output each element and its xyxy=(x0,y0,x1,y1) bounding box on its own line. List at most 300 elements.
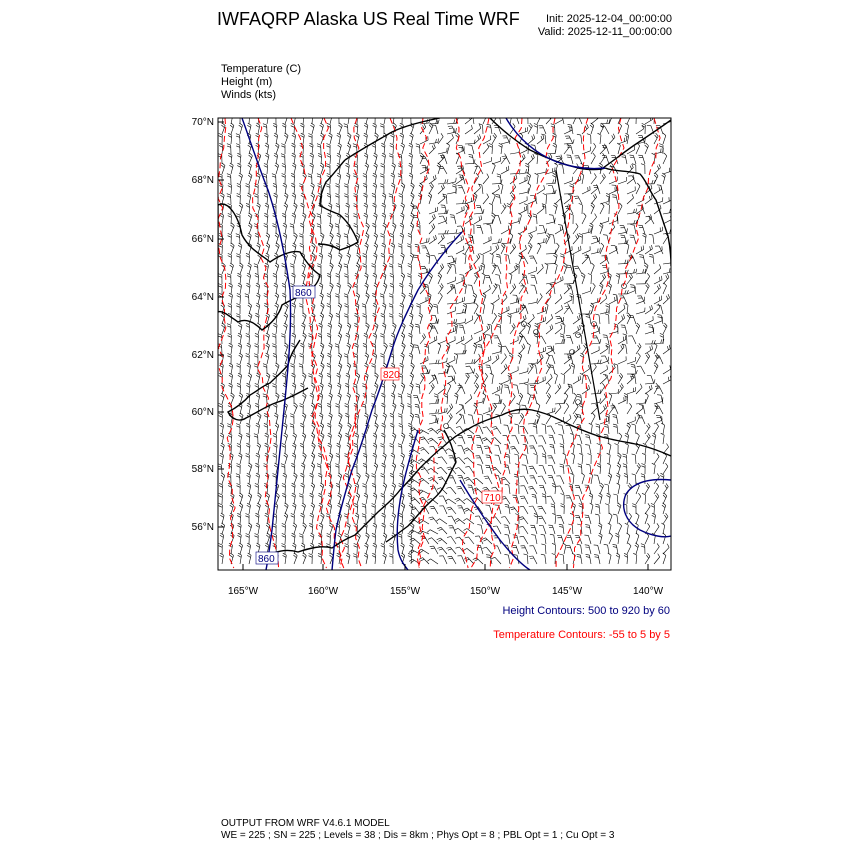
wind-barb-feather xyxy=(257,415,260,418)
wind-barb-feather xyxy=(623,337,624,341)
wind-barb-feather xyxy=(382,465,386,467)
wind-barb xyxy=(546,318,553,324)
wind-barb-feather xyxy=(409,333,413,335)
wind-barb-feather xyxy=(509,355,512,358)
wind-barb-feather xyxy=(670,209,671,213)
wind-barb-feather xyxy=(561,325,562,329)
wind-barb-feather xyxy=(231,123,234,126)
wind-barb xyxy=(294,465,295,474)
wind-barb xyxy=(330,445,331,454)
wind-barb-feather xyxy=(353,146,357,147)
wind-barb xyxy=(429,413,438,414)
wind-barb-feather xyxy=(320,435,323,438)
wind-barb xyxy=(240,445,241,454)
wind-barb-feather xyxy=(419,315,422,317)
wind-barb xyxy=(483,147,489,154)
wind-barb-feather xyxy=(373,355,376,357)
wind-barb-feather xyxy=(265,355,268,357)
wind-barb xyxy=(501,385,502,394)
wind-barb-feather xyxy=(347,325,350,328)
wind-barb-feather xyxy=(414,345,418,346)
wind-barb-feather xyxy=(440,168,444,169)
wind-barb xyxy=(633,256,637,264)
wind-barb-feather xyxy=(636,325,639,328)
wind-barb-feather xyxy=(311,185,314,187)
wind-barb-feather xyxy=(328,353,332,355)
wind-barb-feather xyxy=(317,264,321,265)
wind-barb xyxy=(384,115,386,124)
wind-barb-feather xyxy=(439,273,442,276)
wind-barb xyxy=(578,116,582,124)
wind-barb xyxy=(564,288,571,294)
wind-barb xyxy=(591,331,599,334)
wind-barb xyxy=(419,325,420,334)
wind-barb-feather xyxy=(365,355,368,357)
wind-barb-feather xyxy=(602,383,604,386)
wind-barb-feather xyxy=(220,425,224,427)
wind-barb-feather xyxy=(498,355,499,359)
wind-barb-feather xyxy=(603,375,607,376)
wind-barb-feather xyxy=(239,433,242,435)
wind-barb xyxy=(348,335,350,344)
wind-barb-feather xyxy=(647,273,650,276)
wind-barb-feather xyxy=(303,453,306,456)
wind-barb xyxy=(402,305,404,314)
wind-barb-feather xyxy=(363,346,367,348)
wind-barb xyxy=(506,156,510,164)
wind-barb-feather xyxy=(657,395,661,396)
wind-barb-feather xyxy=(510,233,513,236)
wind-barb-feather xyxy=(419,313,422,315)
wind-barb-feather xyxy=(373,175,377,177)
wind-barb-feather xyxy=(435,175,436,179)
wind-barb-feather xyxy=(590,125,593,128)
wind-barb-feather xyxy=(595,314,599,315)
wind-barb-feather xyxy=(335,464,339,465)
wind-barb-feather xyxy=(383,453,386,455)
wind-barb xyxy=(384,465,385,474)
wind-barb-feather xyxy=(448,376,452,377)
wind-barb-feather xyxy=(382,155,385,157)
wind-barb-feather xyxy=(534,336,538,338)
wind-barb xyxy=(474,276,478,284)
wind-barb-feather xyxy=(508,166,509,170)
wind-barb-feather xyxy=(283,475,286,477)
wind-barb-feather xyxy=(219,226,223,228)
wind-barb-feather xyxy=(576,235,578,239)
wind-barb xyxy=(459,457,465,464)
wind-barb-feather xyxy=(409,163,413,165)
wind-barb-feather xyxy=(372,196,376,198)
wind-barb xyxy=(501,357,507,364)
wind-barb-feather xyxy=(339,353,342,356)
wind-barb-feather xyxy=(433,304,437,305)
wind-barb-feather xyxy=(294,405,297,408)
wind-barb-feather xyxy=(553,179,554,183)
wind-barb xyxy=(600,312,609,314)
wind-barb-feather xyxy=(390,146,394,148)
wind-barb-feather xyxy=(401,385,404,388)
wind-barb xyxy=(510,115,512,124)
wind-barb xyxy=(555,120,563,124)
wind-barb-feather xyxy=(398,394,402,395)
wind-barb xyxy=(366,215,368,224)
wind-barb-feather xyxy=(353,216,357,218)
wind-barb-feather xyxy=(308,376,312,378)
wind-barb xyxy=(438,287,443,294)
wind-barb-feather xyxy=(265,205,268,207)
wind-barb-feather xyxy=(436,139,437,143)
wind-barb-feather xyxy=(492,193,495,196)
wind-barb-feather xyxy=(390,423,394,425)
wind-barb xyxy=(642,155,645,164)
wind-barb xyxy=(483,360,491,364)
wind-barb-feather xyxy=(303,413,306,416)
wind-barb-feather xyxy=(348,143,351,146)
wind-barb-feather xyxy=(300,246,304,248)
wind-barb-feather xyxy=(239,353,242,355)
wind-barb-feather xyxy=(436,360,437,364)
wind-barb-feather xyxy=(505,294,507,298)
wind-barb-feather xyxy=(400,365,404,367)
wind-barb xyxy=(339,285,340,294)
wind-barb-feather xyxy=(468,235,472,236)
wind-barb-feather xyxy=(560,444,564,445)
wind-barb-feather xyxy=(239,205,242,208)
wind-barb-feather xyxy=(281,336,285,338)
wind-barb xyxy=(384,435,385,444)
wind-barb-feather xyxy=(265,443,269,445)
wind-barb-feather xyxy=(327,296,331,298)
wind-barb xyxy=(564,406,569,414)
wind-barb xyxy=(519,229,527,234)
wind-barb-feather xyxy=(246,326,250,328)
wind-barb xyxy=(429,387,434,394)
wind-barb-feather xyxy=(336,456,340,458)
wind-barb xyxy=(303,225,304,234)
wind-barb xyxy=(303,475,304,484)
wind-barb xyxy=(528,367,533,374)
wind-barb xyxy=(419,405,420,414)
wind-barb-feather xyxy=(415,244,419,245)
wind-barb xyxy=(384,215,386,224)
wind-barb xyxy=(366,195,367,204)
wind-barb-feather xyxy=(625,260,626,264)
wind-barb xyxy=(551,346,555,354)
wind-barb xyxy=(357,315,358,324)
wind-barb-feather xyxy=(337,285,341,287)
wind-barb-feather xyxy=(393,323,396,326)
wind-barb-feather xyxy=(445,369,446,373)
wind-barb-feather xyxy=(249,373,252,376)
wind-barb xyxy=(582,257,588,264)
wind-barb-feather xyxy=(520,333,523,336)
wind-barb xyxy=(600,361,608,364)
wind-barb xyxy=(499,395,501,404)
wind-barb-feather xyxy=(603,235,607,236)
wind-barb xyxy=(528,302,537,304)
wind-barb-feather xyxy=(321,343,324,346)
wind-barb xyxy=(519,372,528,374)
wind-barb-feather xyxy=(221,443,224,445)
wind-barb-feather xyxy=(281,146,285,148)
wind-barb-feather xyxy=(398,446,402,447)
wind-barb-feather xyxy=(421,375,424,378)
wind-barb xyxy=(609,393,618,394)
wind-barb-feather xyxy=(380,184,384,185)
wind-barb-feather xyxy=(247,405,250,407)
wind-barb-feather xyxy=(380,356,384,358)
wind-barb-feather xyxy=(421,449,425,451)
wind-barb-feather xyxy=(411,363,414,366)
wind-barb-feather xyxy=(302,435,305,438)
wind-barb xyxy=(481,445,484,454)
wind-barb-feather xyxy=(228,336,232,338)
wind-barb-feather xyxy=(625,290,626,294)
wind-barb xyxy=(285,415,287,424)
wind-barb-feather xyxy=(256,395,259,397)
wind-barb xyxy=(357,425,358,434)
wind-barb xyxy=(528,246,532,254)
wind-barb xyxy=(537,172,546,174)
wind-barb-feather xyxy=(649,256,653,257)
wind-barb xyxy=(249,255,250,264)
wind-barb-feather xyxy=(247,383,251,385)
wind-barb xyxy=(357,125,358,134)
wind-barb xyxy=(654,136,658,144)
wind-barb-feather xyxy=(381,446,385,448)
wind-barb xyxy=(616,415,618,424)
wind-barb-feather xyxy=(514,244,516,247)
wind-barb-feather xyxy=(598,390,599,394)
wind-barb-feather xyxy=(429,440,433,442)
wind-barb-feather xyxy=(577,444,581,445)
wind-barb xyxy=(454,285,456,294)
wind-barb xyxy=(654,201,663,204)
wind-barb-feather xyxy=(574,415,576,418)
wind-barb-feather xyxy=(365,113,368,115)
wind-barb xyxy=(663,335,664,344)
wind-barb-feather xyxy=(574,393,577,396)
wind-barb-feather xyxy=(299,184,303,185)
wind-barb xyxy=(501,170,509,174)
wind-barb-feather xyxy=(542,264,544,268)
wind-barb-feather xyxy=(256,455,259,457)
wind-barb-feather xyxy=(364,333,368,335)
wind-barb xyxy=(267,225,268,234)
wind-barb-feather xyxy=(529,466,533,467)
wind-barb-feather xyxy=(374,245,377,247)
wind-barb-feather xyxy=(450,285,454,286)
wind-barb-feather xyxy=(399,285,403,287)
wind-barb xyxy=(546,366,551,374)
wind-barb-feather xyxy=(578,377,579,381)
wind-barb-feather xyxy=(515,266,516,270)
wind-barb-feather xyxy=(291,366,295,368)
wind-barb-feather xyxy=(346,115,350,117)
wind-barb-feather xyxy=(329,133,332,135)
wind-barb-feather xyxy=(520,426,524,427)
wind-barb-feather xyxy=(553,205,556,207)
wind-barb xyxy=(339,135,341,144)
wind-barb-feather xyxy=(530,233,533,236)
wind-barb-feather xyxy=(318,336,322,338)
wind-barb-feather xyxy=(659,264,660,268)
wind-barb xyxy=(573,255,574,264)
wind-barb-feather xyxy=(604,406,606,410)
wind-barb-feather xyxy=(265,435,268,437)
wind-barb-feather xyxy=(320,125,323,127)
wind-barb-feather xyxy=(292,385,295,387)
wind-barb-feather xyxy=(389,254,393,255)
wind-barb-feather xyxy=(610,166,614,167)
wind-barb-feather xyxy=(410,385,413,387)
wind-barb-feather xyxy=(327,366,331,368)
wind-barb-feather xyxy=(391,395,394,397)
wind-barb-feather xyxy=(629,403,631,406)
wind-barb-feather xyxy=(577,396,581,397)
wind-barb-feather xyxy=(317,464,321,465)
wind-barb xyxy=(366,335,368,344)
wind-barb-feather xyxy=(248,163,251,165)
wind-barb-feather xyxy=(239,175,242,177)
wind-barb-feather xyxy=(463,305,466,307)
wind-barb xyxy=(431,438,438,444)
wind-barb xyxy=(654,346,657,355)
wind-barb-feather xyxy=(221,325,224,328)
wind-barb-feather xyxy=(248,175,251,178)
wind-barb xyxy=(483,223,492,224)
wind-barb-feather xyxy=(409,145,412,147)
wind-barb xyxy=(573,237,579,244)
wind-barb-feather xyxy=(346,113,350,115)
wind-barb-feather xyxy=(254,356,258,357)
wind-barb-feather xyxy=(320,115,323,117)
wind-barb-feather xyxy=(399,316,403,318)
wind-barb-feather xyxy=(599,165,602,167)
wind-barb xyxy=(463,405,465,414)
wind-barb-feather xyxy=(330,263,333,266)
wind-barb-feather xyxy=(531,145,535,146)
wind-barb-feather xyxy=(363,176,367,178)
wind-barb-feather xyxy=(311,465,314,468)
wind-barb xyxy=(454,215,456,224)
wind-barb-feather xyxy=(220,115,223,117)
wind-barb xyxy=(474,219,482,224)
wind-barb-feather xyxy=(339,473,342,476)
wind-barb-feather xyxy=(410,345,413,348)
wind-barb-feather xyxy=(459,415,463,416)
wind-barb-feather xyxy=(434,214,436,218)
wind-barb xyxy=(249,325,250,334)
wind-barb-feather xyxy=(670,268,671,272)
wind-barb-feather xyxy=(650,117,651,121)
wind-barb xyxy=(303,115,304,124)
wind-barb-feather xyxy=(647,283,650,286)
wind-barb-feather xyxy=(319,255,322,257)
wind-barb xyxy=(591,416,595,424)
wind-barb xyxy=(546,416,551,424)
wind-barb-feather xyxy=(236,256,240,257)
wind-barb-feather xyxy=(412,429,416,431)
wind-barb-feather xyxy=(411,185,414,188)
wind-barb xyxy=(537,125,538,134)
wind-barb-feather xyxy=(410,463,413,465)
wind-barb-feather xyxy=(579,345,580,349)
wind-barb-feather xyxy=(283,185,286,187)
wind-barb xyxy=(542,336,546,344)
wind-barb-feather xyxy=(291,466,295,468)
wind-barb-feather xyxy=(274,193,278,195)
wind-barb xyxy=(285,375,286,384)
wind-barb-feather xyxy=(255,386,259,388)
wind-barb-feather xyxy=(411,183,414,186)
wind-barb-feather xyxy=(464,458,468,460)
wind-barb-feather xyxy=(227,144,231,145)
wind-barb-feather xyxy=(551,314,553,318)
wind-barb xyxy=(483,328,490,334)
wind-barb xyxy=(591,188,598,194)
wind-barb xyxy=(578,196,582,204)
wind-barb xyxy=(294,305,296,314)
wind-barb-feather xyxy=(400,363,404,365)
wind-barb-feather xyxy=(291,126,295,128)
wind-barb xyxy=(312,165,313,174)
wind-barb-feather xyxy=(292,273,296,275)
wind-barb-feather xyxy=(508,115,511,117)
wind-barb-feather xyxy=(255,336,259,338)
wind-barb-feather xyxy=(434,144,436,148)
wind-barb-feather xyxy=(645,263,648,266)
wind-barb-feather xyxy=(313,243,316,246)
wind-barb-feather xyxy=(484,113,487,116)
wind-barb-feather xyxy=(652,115,653,119)
wind-barb-feather xyxy=(339,303,342,306)
wind-barb-feather xyxy=(495,395,499,396)
wind-barb-feather xyxy=(633,116,637,118)
wind-barb-feather xyxy=(462,337,463,341)
wind-barb-feather xyxy=(327,215,331,217)
wind-barb xyxy=(294,145,295,154)
wind-barb-feather xyxy=(329,315,332,317)
wind-barb xyxy=(312,145,313,154)
wind-barb-feather xyxy=(371,394,375,395)
wind-barb-feather xyxy=(227,324,231,325)
wind-barb-feather xyxy=(272,346,276,348)
wind-barb-feather xyxy=(308,284,312,285)
wind-barb-feather xyxy=(309,334,313,336)
wind-barb-feather xyxy=(273,123,277,125)
wind-barb xyxy=(546,297,551,305)
wind-barb xyxy=(519,382,528,384)
wind-barb xyxy=(330,365,331,374)
wind-barb xyxy=(508,465,510,474)
wind-barb xyxy=(402,365,403,374)
wind-barb xyxy=(499,455,501,464)
wind-barb-feather xyxy=(402,345,405,348)
wind-barb xyxy=(582,250,590,254)
wind-barb xyxy=(618,145,620,154)
wind-barb-feather xyxy=(236,146,240,147)
wind-barb-feather xyxy=(538,113,541,116)
wind-barb-feather xyxy=(605,314,609,315)
wind-barb xyxy=(420,123,429,124)
wind-barb-feather xyxy=(344,274,348,275)
wind-barb-feather xyxy=(550,284,554,285)
wind-barb-feather xyxy=(282,126,286,128)
wind-barb xyxy=(618,308,625,314)
wind-barb-feather xyxy=(561,155,562,159)
